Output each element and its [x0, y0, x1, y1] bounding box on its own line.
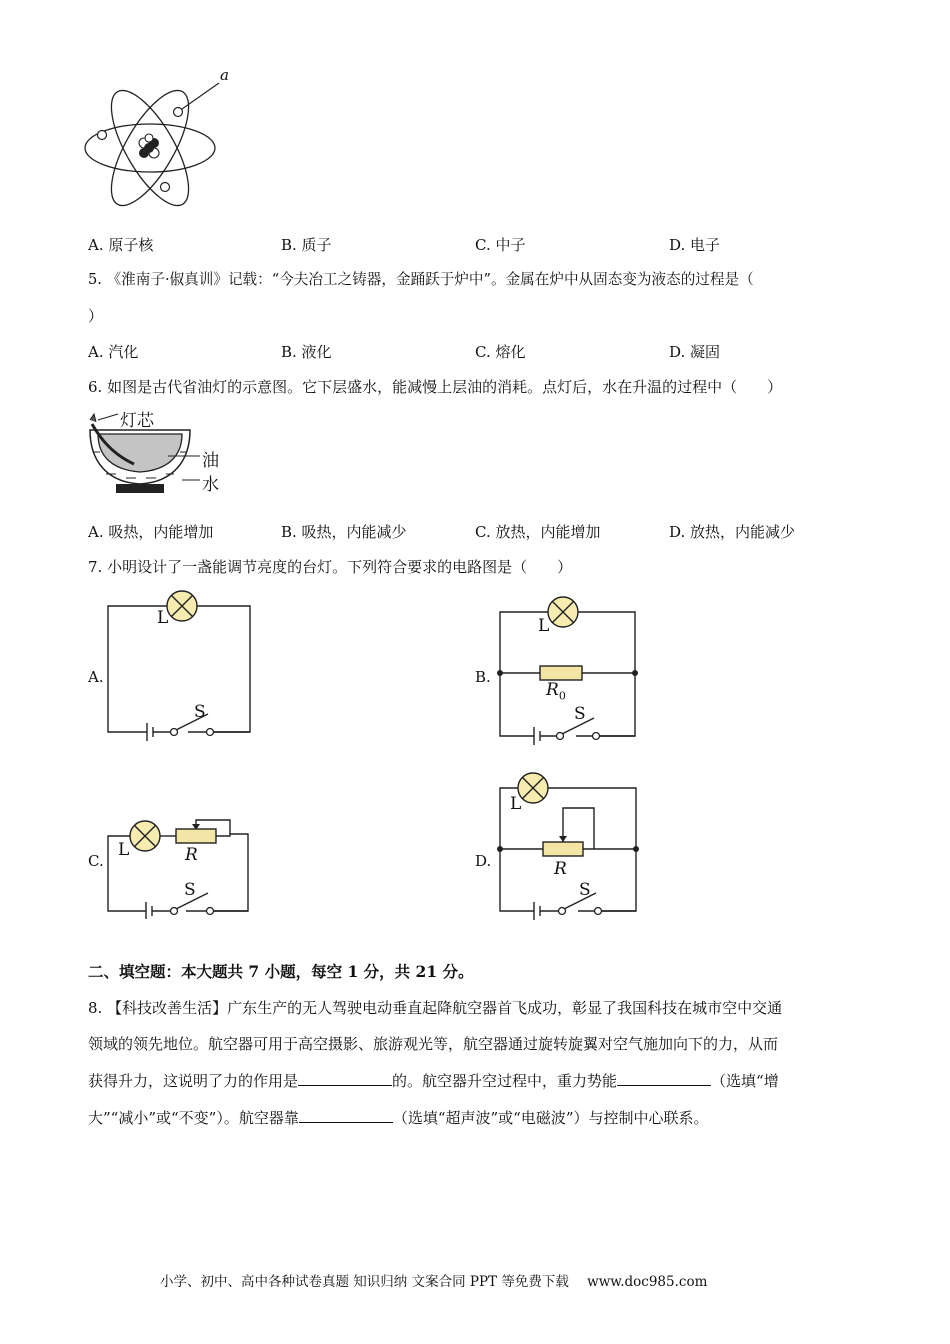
circuit-c[interactable] [100, 814, 260, 919]
q4-option-a[interactable]: A. 原子核 [88, 236, 154, 254]
circuit-a-lamp-label: L [157, 608, 169, 628]
circuit-b-resistor-r: R [546, 680, 559, 700]
q6-option-c[interactable]: C. 放热，内能增加 [475, 523, 601, 541]
circuit-b-switch-label: S [574, 704, 586, 724]
water-label: 水 [202, 475, 219, 495]
footer [160, 1270, 707, 1290]
q8-line-4 [88, 1108, 709, 1128]
q7-option-a-label[interactable]: A. [88, 668, 104, 686]
q8-line-3 [88, 1071, 779, 1091]
circuit-d-resistor-label: R [554, 859, 567, 879]
circuit-c-lamp-label: L [118, 840, 130, 860]
q6-option-a[interactable]: A. 吸热，内能增加 [88, 523, 214, 541]
circuit-b-resistor-sub: 0 [558, 689, 566, 703]
q5-stem: 5. 《淮南子·俶真训》记载：“今夫冶工之铸器，金踊跃于炉中”。金属在炉中从固态变为液态的过程是（ [88, 271, 754, 288]
q8-blank-2[interactable] [617, 1071, 711, 1086]
atom-figure [78, 66, 248, 226]
q8-line-1: 8. 【科技改善生活】广东生产的无人驾驶电动垂直起降航空器首飞成功，彰显了我国科技在城市空中交通 [88, 999, 783, 1017]
q6-option-b[interactable]: B. 吸热，内能减少 [281, 523, 407, 541]
q4-option-d[interactable]: D. 电子 [669, 236, 721, 254]
circuit-b[interactable] [490, 596, 650, 751]
footer-url[interactable]: www.doc985.com [587, 1274, 708, 1290]
q8-line-4-part-a: 大”“减小”或“不变”）。航空器靠 [88, 1109, 299, 1127]
q8-blank-3[interactable] [299, 1108, 393, 1123]
q7-option-c-label[interactable]: C. [88, 852, 104, 870]
q5-option-c[interactable]: C. 熔化 [475, 343, 526, 361]
circuit-c-switch-label: S [184, 880, 196, 900]
section-2-title: 二、填空题：本大题共 7 小题，每空 1 分，共 21 分。 [88, 962, 474, 981]
circuit-d[interactable] [490, 772, 650, 920]
q5-stem-cont: ） [88, 307, 104, 325]
q7-stem: 7. 小明设计了一盏能调节亮度的台灯。下列符合要求的电路图是（ ） [88, 558, 573, 576]
q8-line-3-part-c: （选填“增 [711, 1072, 779, 1090]
q4-option-b[interactable]: B. 质子 [281, 236, 332, 254]
label-a: a [220, 66, 229, 84]
q7-option-b-label[interactable]: B. [475, 668, 491, 686]
oil-label: 油 [202, 451, 219, 471]
circuit-b-lamp-label: L [538, 616, 550, 636]
circuit-c-resistor-label: R [185, 845, 198, 865]
circuit-b-resistor-label [546, 680, 566, 702]
footer-text: 小学、初中、高中各种试卷真题 知识归纳 文案合同 PPT 等免费下载 [160, 1274, 569, 1290]
q6-stem: 6. 如图是古代省油灯的示意图。它下层盛水，能减慢上层油的消耗。点灯后，水在升温的过程中（ ） [88, 378, 783, 396]
q8-line-3-part-a: 获得升力，这说明了力的作用是 [88, 1072, 299, 1090]
circuit-d-lamp-label: L [510, 794, 522, 814]
q8-blank-1[interactable] [298, 1071, 392, 1086]
circuit-a[interactable] [100, 590, 260, 750]
q8-line-3-part-b: 的。航空器升空过程中，重力势能 [392, 1072, 618, 1090]
q5-option-d[interactable]: D. 凝固 [669, 343, 721, 361]
wick-label: 灯芯 [120, 411, 154, 431]
q6-option-d[interactable]: D. 放热，内能减少 [669, 523, 796, 541]
oil-lamp-figure [82, 404, 232, 499]
q5-option-a[interactable]: A. 汽化 [88, 343, 139, 361]
q4-option-c[interactable]: C. 中子 [475, 236, 526, 254]
q7-option-d-label[interactable]: D. [475, 852, 492, 870]
q8-line-4-part-b: （选填“超声波”或“电磁波”）与控制中心联系。 [392, 1109, 709, 1127]
q8-line-2: 领域的领先地位。航空器可用于高空摄影、旅游观光等，航空器通过旋转旋翼对空气施加向下的力，从而 [88, 1035, 779, 1053]
circuit-d-switch-label: S [579, 880, 591, 900]
q5-option-b[interactable]: B. 液化 [281, 343, 332, 361]
circuit-a-switch-label: S [194, 702, 206, 722]
